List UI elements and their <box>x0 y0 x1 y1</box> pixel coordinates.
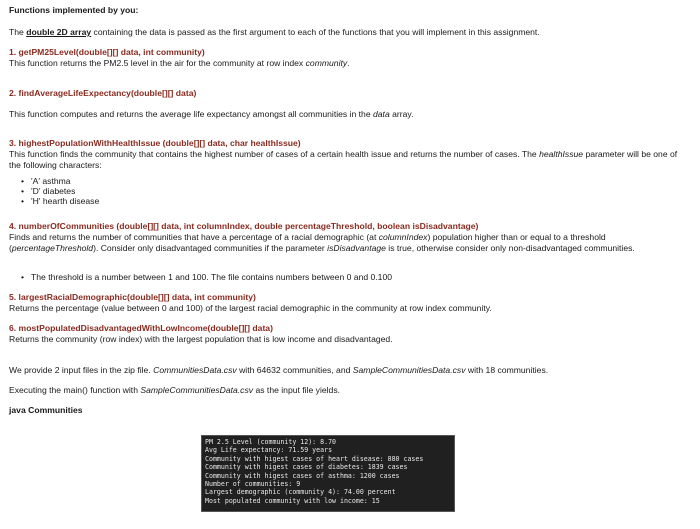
function-5-signature: 5. largestRacialDemographic(double[][] data, int community) <box>9 292 256 302</box>
function-4-description <box>9 232 689 254</box>
note-text: as the input file yields. <box>253 385 341 395</box>
desc-text: array. <box>389 109 414 119</box>
console-line: Community with higest cases of asthma: 1200 cases <box>205 471 400 480</box>
function-2 <box>9 88 689 99</box>
list-item: • 'D' diabetes <box>9 186 689 196</box>
function-2-signature: 2. findAverageLifeExpectancy(double[][] data) <box>9 88 197 98</box>
function-3-signature: 3. highestPopulationWithHealthIssue (double[][] data, char healthIssue) <box>9 138 301 148</box>
list-item: • 'A' asthma <box>9 176 689 186</box>
function-2-description <box>9 109 689 120</box>
desc-text: ) population higher than or equal to a threshold ( <box>9 232 606 253</box>
desc-text: is true, otherwise consider only non-disadvantaged communities. <box>385 243 635 253</box>
list-item: • The threshold is a number between 1 and 100. The file contains numbers between 0 and 0.100 <box>9 272 689 282</box>
console-line: Community with higest cases of diabetes: 1839 cases <box>205 463 408 472</box>
threshold-list <box>9 272 689 282</box>
threshold-note <box>9 272 689 282</box>
function-3 <box>9 138 689 206</box>
file-name: SampleCommunitiesData.csv <box>140 385 254 395</box>
page-heading: Functions implemented by you: <box>9 5 139 15</box>
run-command: java Communities <box>9 405 83 415</box>
desc-text: This function finds the community that contains the highest number of cases of a certain health issue and returns the number of cases. The <box>9 149 540 159</box>
console-line: Avg Life expectancy: 71.59 years <box>205 446 333 455</box>
desc-italic: isDisadvantage <box>327 243 386 253</box>
console-line: Largest demographic (community 4): 74.00 percent <box>205 488 396 497</box>
function-1-description <box>9 58 689 69</box>
function-3-description <box>9 149 689 171</box>
intro-paragraph <box>9 27 689 38</box>
function-6-description: Returns the community (row index) with the largest population that is low income and disadvantaged. <box>9 334 393 344</box>
note-text: Executing the main() function with <box>9 385 141 395</box>
list-item: • 'H' hearth disease <box>9 196 689 206</box>
desc-text: This function computes and returns the average life expectancy amongst all communities in the <box>9 109 373 119</box>
exec-note <box>9 385 689 396</box>
function-1 <box>9 47 689 69</box>
note-text: We provide 2 input files in the zip file. <box>9 365 154 375</box>
function-5 <box>9 292 689 314</box>
desc-text: parameter will be one of the following characters: <box>9 149 678 170</box>
console-line: Number of communities: 9 <box>205 480 301 489</box>
desc-text: Finds and returns the number of communities that have a percentage of a racial demographic (at <box>9 232 379 242</box>
file-name: SampleCommunitiesData.csv <box>352 365 466 375</box>
console-line: Community with higest cases of heart disease: 880 cases <box>205 454 424 463</box>
function-1-signature: 1. getPM25Level(double[][] data, int community) <box>9 47 205 57</box>
function-5-description: Returns the percentage (value between 0 and 100) of the largest racial demographic in the community at row index community. <box>9 303 492 313</box>
console-output <box>201 435 455 512</box>
desc-italic: community <box>305 58 348 68</box>
desc-italic: percentageThreshold <box>11 243 94 253</box>
function-6 <box>9 323 689 345</box>
console-line: PM 2.5 Level (community 12): 8.70 <box>205 438 337 446</box>
function-6-signature: 6. mostPopulatedDisadvantagedWithLowIncome(double[][] data) <box>9 323 273 333</box>
health-issue-list <box>9 176 689 206</box>
desc-text: This function returns the PM2.5 level in the air for the community at row index <box>9 58 306 68</box>
intro-pre: The <box>9 27 27 37</box>
function-4-signature: 4. numberOfCommunities (double[][] data, int columnIndex, double percentageThreshold, boolean isDisadvantage) <box>9 221 479 231</box>
note-text: with 64632 communities, and <box>236 365 353 375</box>
desc-italic: columnIndex <box>378 232 428 242</box>
desc-text: ). Consider only disadvantaged communities if the parameter <box>93 243 328 253</box>
files-note <box>9 365 689 376</box>
desc-text: . <box>347 58 350 68</box>
note-text: with 18 communities. <box>465 365 549 375</box>
desc-italic: data <box>373 109 390 119</box>
function-4 <box>9 221 689 254</box>
intro-emphasis: double 2D array <box>26 27 92 37</box>
intro-post: containing the data is passed as the first argument to each of the functions that you will implement in this assignment. <box>91 27 540 37</box>
file-name: CommunitiesData.csv <box>153 365 237 375</box>
desc-italic: healthIssue <box>539 149 584 159</box>
console-line: Most populated community with low income: 15 <box>205 496 380 505</box>
